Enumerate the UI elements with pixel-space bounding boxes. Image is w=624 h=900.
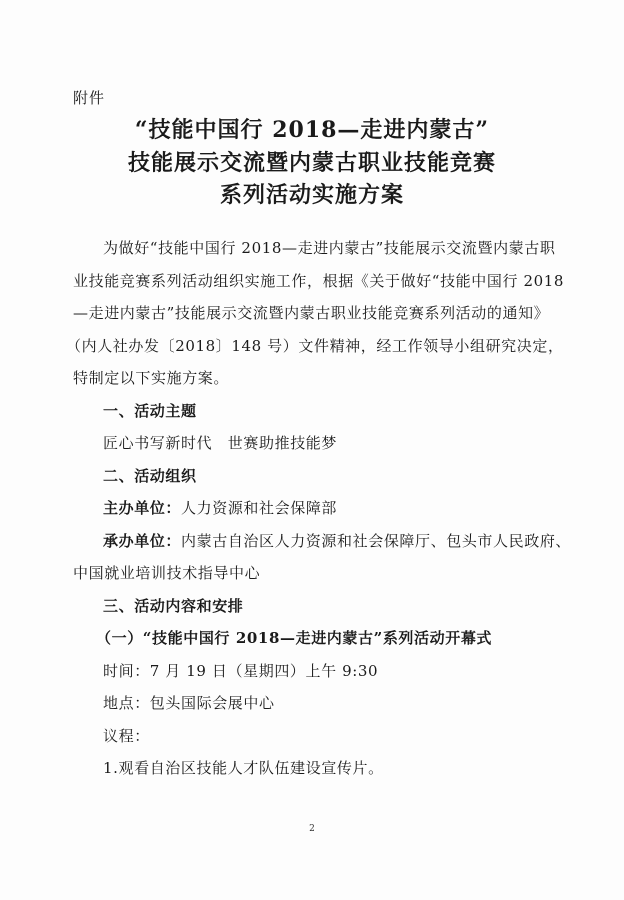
agenda-item-1: 1.观看自治区技能人才队伍建设宣传片。 xyxy=(103,759,384,777)
intro-line-3: —走进内蒙古”技能展示交流暨内蒙古职业技能竞赛系列活动的通知》 xyxy=(73,304,550,322)
subsection-1-heading: （一）“技能中国行 2018—走进内蒙古”系列活动开幕式 xyxy=(96,629,493,647)
page-number: 2 xyxy=(309,824,315,834)
attachment-label: 附件 xyxy=(73,89,106,107)
event-place: 地点：包头国际会展中心 xyxy=(103,694,275,712)
intro-line-1: 为做好“技能中国行 2018—走进内蒙古”技能展示交流暨内蒙古职 xyxy=(103,239,556,257)
event-time: 时间：7 月 19 日（星期四）上午 9:30 xyxy=(103,662,379,680)
title-line-3: 系列活动实施方案 xyxy=(219,182,404,208)
title-line-1: “技能中国行 2018—走进内蒙古” xyxy=(134,117,490,143)
organizer-line xyxy=(103,492,337,524)
undertaker-label: 承办单位： xyxy=(103,532,182,550)
undertaker-line xyxy=(103,525,571,557)
organizer-value: 人力资源和社会保障部 xyxy=(181,499,338,517)
undertaker-value-continued: 中国就业培训技术指导中心 xyxy=(73,564,261,582)
section-1-heading: 一、活动主题 xyxy=(103,402,197,420)
undertaker-value: 内蒙古自治区人力资源和社会保障厅、包头市人民政府、 xyxy=(181,532,572,550)
agenda-label: 议程： xyxy=(103,727,150,745)
intro-line-5: 特制定以下实施方案。 xyxy=(73,369,230,387)
organizer-label: 主办单位： xyxy=(103,499,182,517)
section-1-text: 匠心书写新时代 世赛助推技能梦 xyxy=(103,434,338,452)
title-line-2: 技能展示交流暨内蒙古职业技能竞赛 xyxy=(127,150,496,176)
intro-line-2: 业技能竞赛系列活动组织实施工作，根据《关于做好“技能中国行 2018 xyxy=(73,272,565,290)
intro-line-4: （内人社办发〔2018〕148 号）文件精神，经工作领导小组研究决定， xyxy=(66,337,564,355)
section-2-heading: 二、活动组织 xyxy=(103,467,197,485)
section-3-heading: 三、活动内容和安排 xyxy=(103,597,244,615)
